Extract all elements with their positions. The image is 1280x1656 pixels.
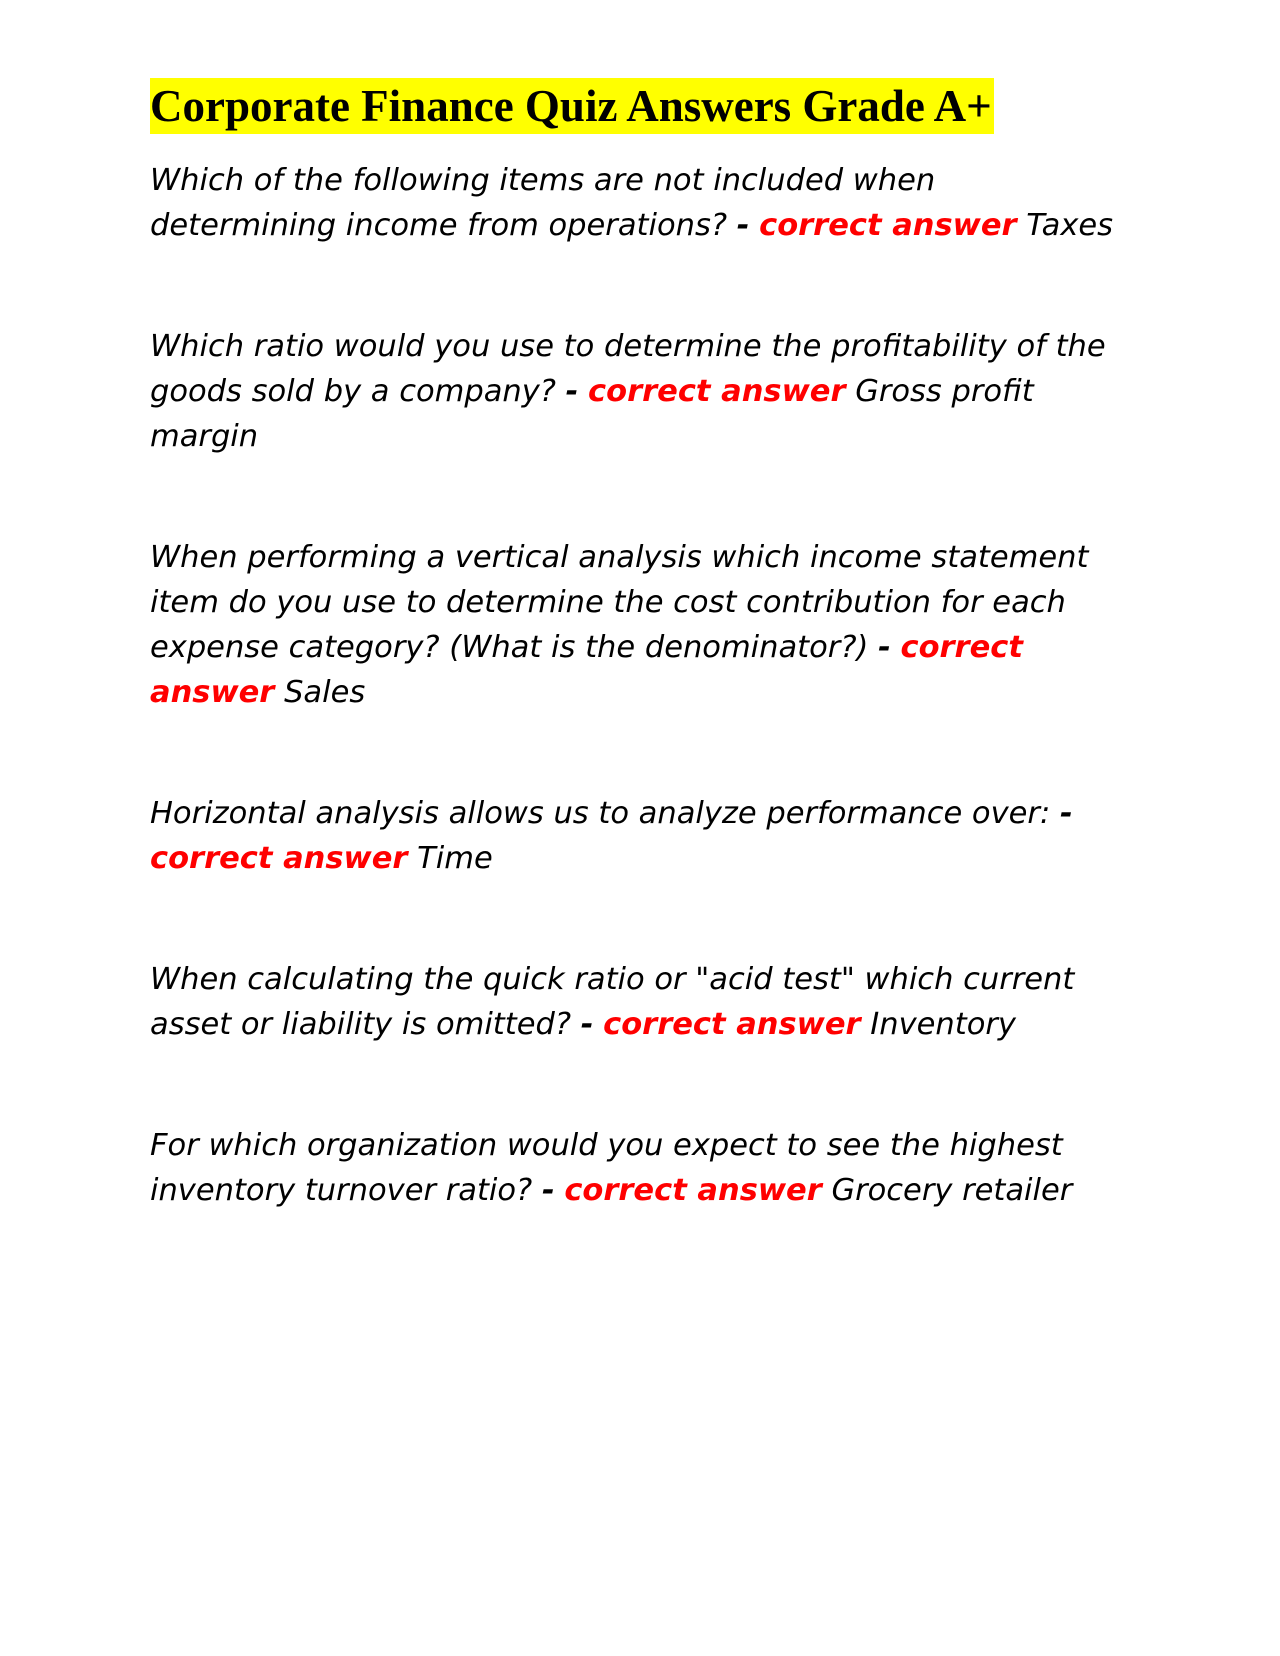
- answer-text: Time: [417, 841, 493, 876]
- separator: -: [1059, 796, 1073, 831]
- question-text: When performing a vertical analysis which income statement item do you use to determine the cost contribution for each expense category? (What is the denominator?): [150, 540, 1089, 665]
- separator: -: [580, 1007, 594, 1042]
- separator: -: [541, 1173, 555, 1208]
- answer-marker: correct answer: [588, 374, 846, 409]
- page-title: Corporate Finance Quiz Answers Grade A+: [150, 78, 994, 134]
- question-text: Which ratio would you use to determine the profitability of the goods sold by a company?: [150, 329, 1106, 409]
- separator: -: [736, 208, 750, 243]
- answer-marker: correct answer: [603, 1007, 861, 1042]
- answer-text: Gross profit margin: [150, 374, 1034, 454]
- qa-item: [150, 791, 1130, 881]
- answer-marker: correct answer: [759, 208, 1017, 243]
- answer-marker: correct answer: [564, 1173, 822, 1208]
- qa-item: [150, 957, 1130, 1047]
- qa-item: [150, 158, 1130, 248]
- question-text: When calculating the quick ratio or "acid test" which current asset or liability is omitted?: [150, 962, 1075, 1042]
- question-text: Which of the following items are not included when determining income from operations?: [150, 163, 936, 243]
- qa-item: [150, 535, 1130, 715]
- qa-item: [150, 324, 1130, 459]
- separator: -: [878, 630, 891, 665]
- question-text: Horizontal analysis allows us to analyze performance over:: [150, 796, 1051, 831]
- separator: -: [565, 374, 579, 409]
- document-page: [150, 78, 1130, 1289]
- answer-text: Taxes: [1026, 208, 1114, 243]
- qa-list: [150, 158, 1130, 1213]
- answer-text: Inventory: [870, 1007, 1016, 1042]
- qa-item: [150, 1123, 1130, 1213]
- answer-marker: correct answer: [150, 841, 408, 876]
- answer-text: Grocery retailer: [831, 1173, 1073, 1208]
- answer-marker: correct answer: [150, 630, 1023, 710]
- answer-text: Sales: [284, 675, 366, 710]
- question-text: For which organization would you expect to see the highest inventory turnover ratio?: [150, 1128, 1063, 1208]
